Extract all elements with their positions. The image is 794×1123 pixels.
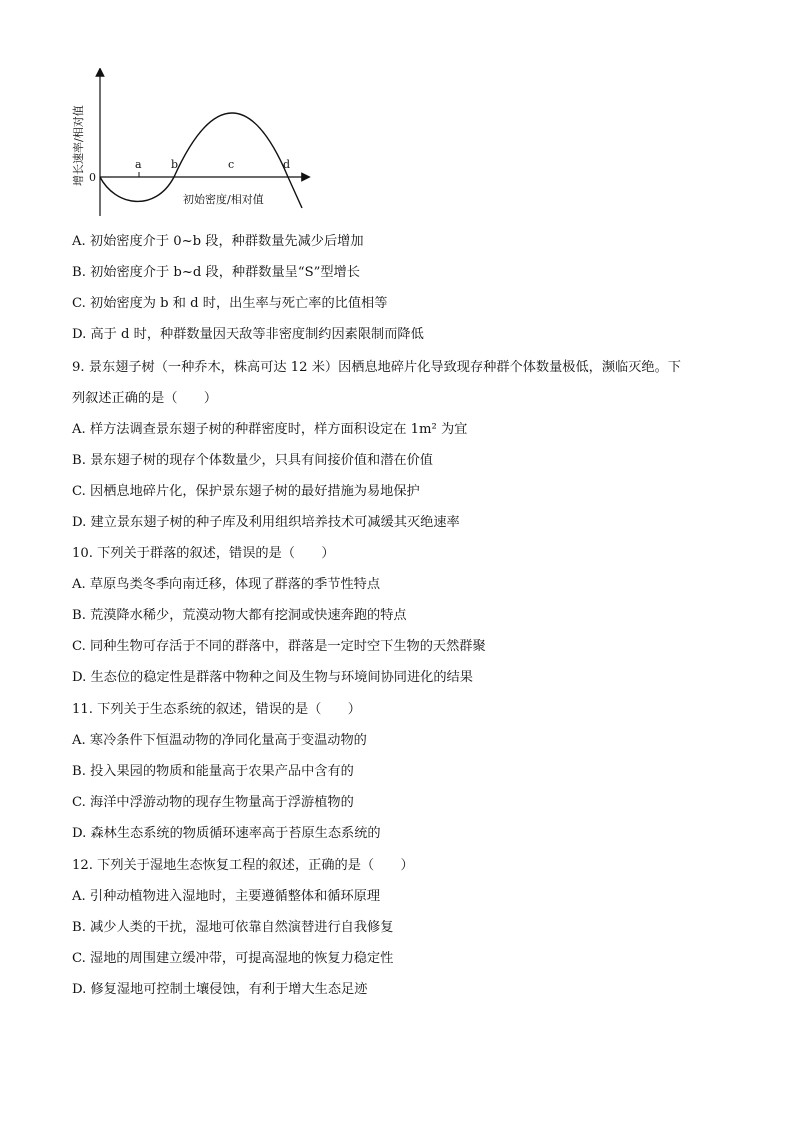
point-label-c: c [228,158,235,171]
q10-option-a: A. 草原鸟类冬季向南迁移，体现了群落的季节性特点 [72,577,381,592]
x-axis-label: 初始密度/相对值 [183,193,264,206]
q11-stem: 11. 下列关于生态系统的叙述，错误的是（ ） [72,702,361,717]
q9-option-d: D. 建立景东翅子树的种子库及利用组织培养技术可减缓其灭绝速率 [72,515,460,530]
q10-option-d: D. 生态位的稳定性是群落中物种之间及生物与环境间协同进化的结果 [72,670,473,685]
q9-stem-line2: 列叙述正确的是（ ） [72,391,218,406]
q9-option-a: A. 样方法调查景东翅子树的种群密度时，样方面积设定在 1m² 为宜 [72,422,468,437]
point-label-b: b [171,158,179,171]
q11-option-c: C. 海洋中浮游动物的现存生物量高于浮游植物的 [72,795,354,810]
q12-option-b: B. 减少人类的干扰，湿地可依靠自然演替进行自我修复 [72,920,394,935]
q8-option-a: A. 初始密度介于 0~b 段，种群数量先减少后增加 [72,234,364,249]
q11-option-a: A. 寒冷条件下恒温动物的净同化量高于变温动物的 [72,733,367,748]
q12-option-a: A. 引种动植物进入湿地时，主要遵循整体和循环原理 [72,889,381,904]
origin-label: 0 [89,171,96,184]
point-label-a: a [135,158,142,171]
q9-stem-line1: 9. 景东翅子树（一种乔木，株高可达 12 米）因栖息地碎片化导致现存种群个体数量极低，濒临灭绝。下 [72,360,681,375]
q10-option-b: B. 荒漠降水稀少，荒漠动物大都有挖洞或快速奔跑的特点 [72,608,407,623]
q8-option-b: B. 初始密度介于 b~d 段，种群数量呈“S”型增长 [72,265,360,280]
q9-option-c: C. 因栖息地碎片化，保护景东翅子树的最好措施为易地保护 [72,484,420,499]
q12-option-d: D. 修复湿地可控制土壤侵蚀，有利于增大生态足迹 [72,982,368,997]
q10-option-c: C. 同种生物可存活于不同的群落中，群落是一定时空下生物的天然群聚 [72,639,486,654]
q8-option-d: D. 高于 d 时，种群数量因天敌等非密度制约因素限制而降低 [72,327,424,342]
growth-rate-graph [70,68,320,220]
q11-option-d: D. 森林生态系统的物质循环速率高于苔原生态系统的 [72,826,381,841]
q11-option-b: B. 投入果园的物质和能量高于农果产品中含有的 [72,764,354,779]
q10-stem: 10. 下列关于群落的叙述，错误的是（ ） [72,546,335,561]
q9-option-b: B. 景东翅子树的现存个体数量少，只具有间接价值和潜在价值 [72,453,433,468]
q8-option-c: C. 初始密度为 b 和 d 时，出生率与死亡率的比值相等 [72,296,388,311]
y-axis-label: 增长速率/相对值 [72,105,85,186]
q12-option-c: C. 湿地的周围建立缓冲带，可提高湿地的恢复力稳定性 [72,951,394,966]
q12-stem: 12. 下列关于湿地生态恢复工程的叙述，正确的是（ ） [72,858,414,873]
point-label-d: d [283,158,291,171]
